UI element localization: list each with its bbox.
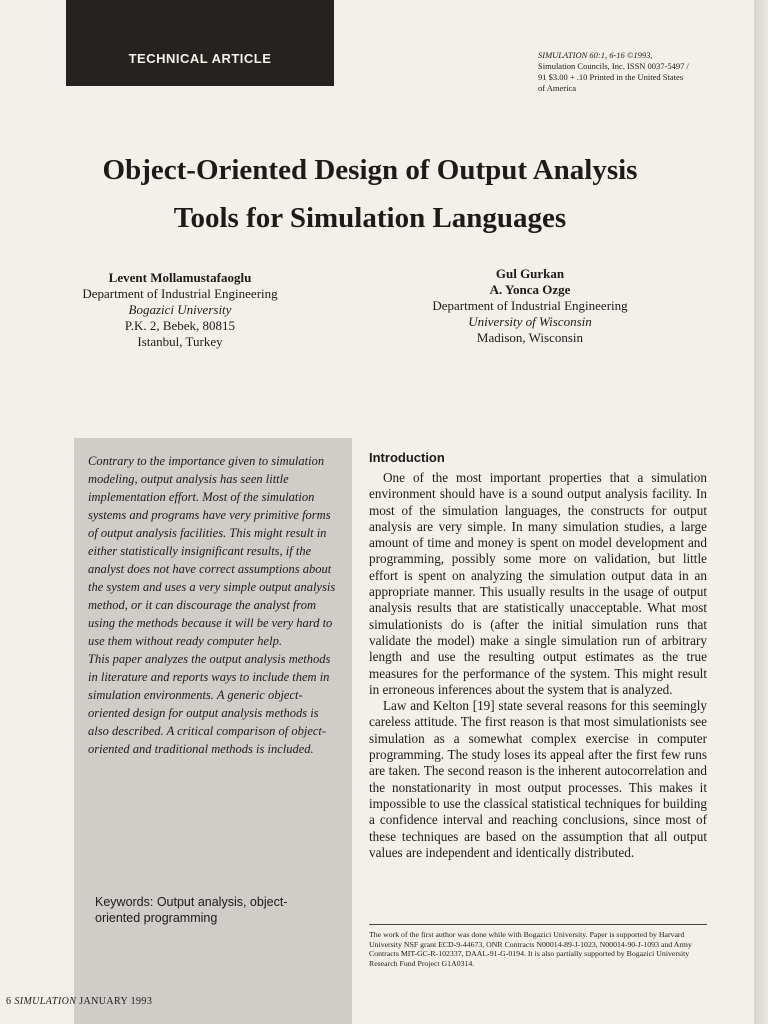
abstract-paragraph-1: Contrary to the importance given to simulation modeling, output analysis has seen little implementation effort. Most of the simulation systems and programs have very primitive forms of output analysis facilities. This might result in either statistically insignificant results, if the analyst does not have correct assumptions about the system and uses a very simple output analysis method, or it can discourage the analyst from using the methods because it will be very hard to use them without ready computer help. xyxy=(88,454,336,648)
page-footer xyxy=(6,996,152,1007)
author-city: Madison, Wisconsin xyxy=(476,330,584,345)
pub-line-4: of America xyxy=(538,83,576,93)
footnote-divider xyxy=(369,924,707,925)
author-address: P.K. 2, Bebek, 80815 xyxy=(124,318,236,333)
title-line-2: Tools for Simulation Languages xyxy=(173,202,567,234)
keywords: Keywords: Output analysis, object-oriented programming xyxy=(95,895,288,925)
abstract-text xyxy=(88,452,338,758)
title-line-1: Object-Oriented Design of Output Analysis xyxy=(102,154,638,186)
footer-journal: SIMULATION xyxy=(14,996,77,1007)
author-department: Department of Industrial Engineering xyxy=(432,298,628,313)
author-name-1: Gul Gurkan xyxy=(495,266,565,281)
author-university: Bogazici University xyxy=(128,302,232,317)
section-label: TECHNICAL ARTICLE xyxy=(128,51,272,66)
author-name-2: A. Yonca Ozge xyxy=(489,282,571,297)
pub-journal-line: SIMULATION 60:1, 6-16 ©1993, xyxy=(538,50,653,60)
page-number: 6 xyxy=(6,996,12,1007)
introduction-body xyxy=(369,470,707,861)
footer-date: JANUARY 1993 xyxy=(79,996,153,1007)
pub-line-3: 91 $3.00 + .10 Printed in the United States xyxy=(538,72,684,82)
intro-paragraph-2: Law and Kelton [19] state several reasons for this seemingly careless attitude. The first reason is that most simulationists see simulation as a somewhat complex exercise in computer programming. The study loses its appeal after the first few runs are taken. The second reason is the inherent autocorrelation and the nonstationarity in most output processes. This makes it impossible to use the classical statistical techniques for building a confidence interval and reaching conclusions, since most of these techniques are based on the assumption that all output values are independent and identically distributed. xyxy=(369,698,707,860)
author-department: Department of Industrial Engineering xyxy=(82,286,278,301)
publication-info xyxy=(538,50,718,94)
intro-paragraph-1: One of the most important properties that a simulation environment should have is a sound output analysis facility. In most of the simulation languages, the constructs for output analysis are very simple. In many simulation studies, a large amount of time and money is spent on model development and programming, possibly some more on validation, but little effort is spent on analyzing the simulation output data in an appropriate manner. This usually results in the usage of output analysis results that are statistically unacceptable. What most simulationists do is (after the initial simulation runs that validate the model) make a single simulation run of arbitrary length and use the resulting output estimates as the true measures for the performance of the system. This might result in erroneous inferences about the system that is analyzed. xyxy=(369,470,707,697)
author-block-left xyxy=(55,270,305,350)
author-city: Istanbul, Turkey xyxy=(137,334,223,349)
author-university: University of Wisconsin xyxy=(468,314,592,329)
page-edge-shadow xyxy=(754,0,768,1024)
introduction-heading: Introduction xyxy=(369,450,445,465)
section-banner xyxy=(66,0,334,86)
abstract-paragraph-2: This paper analyzes the output analysis methods in literature and reports ways to include them in simulation environments. A generic object-oriented design for output analysis methods is also described. A critical comparison of object-oriented and traditional methods is included. xyxy=(88,652,331,756)
article-title xyxy=(20,146,720,242)
pub-line-2: Simulation Councils, Inc. ISSN 0037-5497 / xyxy=(538,61,689,71)
author-name: Levent Mollamustafaoglu xyxy=(108,270,252,285)
footnote: The work of the first author was done while with Bogazici University. Paper is supported by Harvard University NSF grant ECD-9-44673, ONR Contracts N00014-89-J-1023, N00014-90-J-1093 and Army Contracts MIT-GC-R-102337, DAAL-91-G-0194. It is also partially supported by Bogazici University Research Fund Project G1A0314. xyxy=(369,930,692,968)
author-block-right xyxy=(400,266,660,346)
